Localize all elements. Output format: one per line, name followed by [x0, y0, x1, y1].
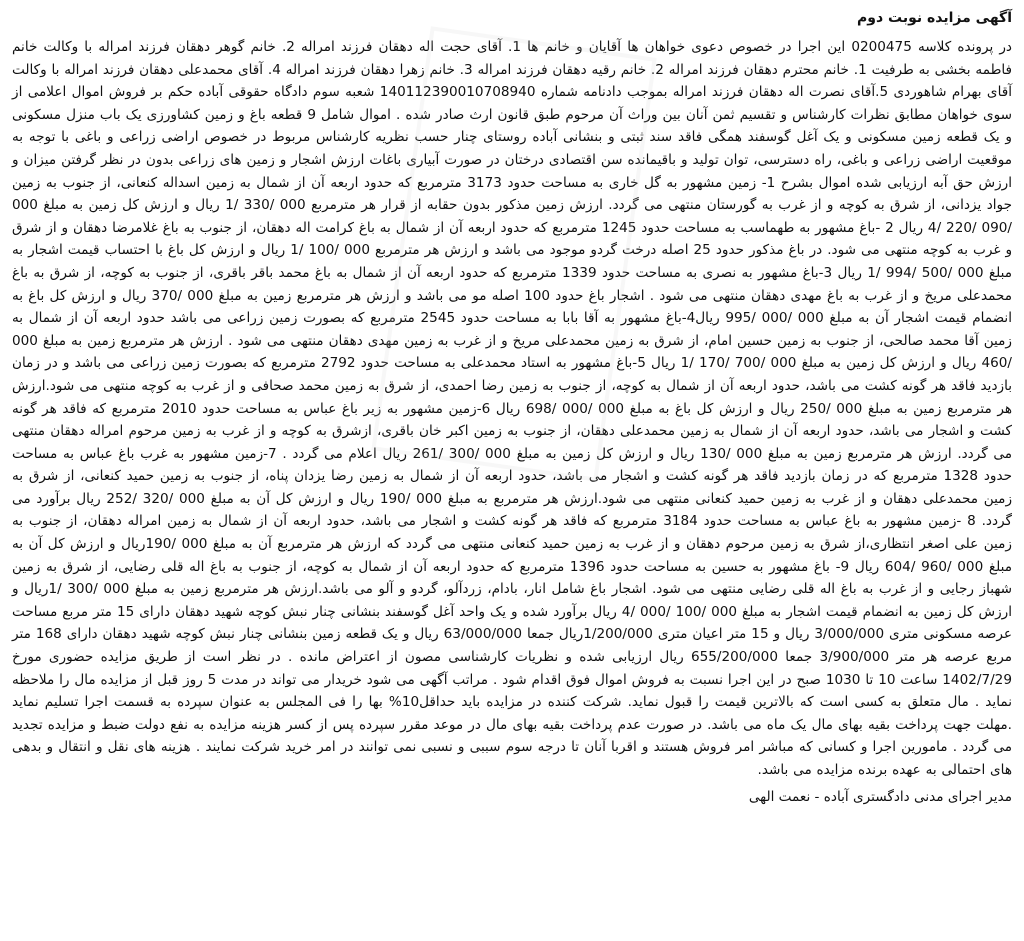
notice-signature: مدیر اجرای مدنی دادگستری آباده - نعمت الهی — [748, 788, 1012, 805]
notice-title: آگهی مزایده نوبت دوم — [856, 10, 1012, 26]
notice-body: در پرونده کلاسه 0200475 این اجرا در خصوص دعوی خواهان ها آقایان و خانم ها 1. آقای حجت اله دهقان فرزند امراله 2. خانم گوهر دهقان فرزند امراله با وکالت خانم فاطمه بخشی به طرفیت 1. خانم محترم دهقان فرزند امراله 2. خانم رقیه دهقان فرزند امراله 3. خانم زهرا دهقان فرزند امراله 4. آقای محمدعلی دهقان فرزند امراله با وکالت آقای بهرام شاهوردی 5.آقای نصرت اله دهقان فرزند امراله بموجب دادنامه شماره 140112390010708940 شعبه سوم دادگاه حقوقی آباده حکم بر فروش اموال اعلامی از سوی خواهان مطابق نظرات کارشناس و تقسیم ثمن آنان بین وراث آن مرحوم طبق قانون ارث صادر شده . اموال شامل 9 قطعه باغ و زمین کشاورزی یک باب منزل مسکونی و یک قطعه زمین مسکونی و یک آغل گوسفند همگی فاقد سند ثبتی و بنشانی آباده روستای چنار حسب نظریه کارشناس مربوط در خصوص اراضی زراعی و باغی با توجه به موقعیت اراضی زراعی و باغی، راه دسترسی، توان تولید و باقیمانده سن اقتصادی درختان در صورت آبیاری باغات ارزش اشجار و زمین های زراعی بدون در نظر گرفتن میزان و ارزش حق آبه ارزیابی شده اموال بشرح 1- زمین مشهور به گل خاری به مساحت حدود 3173 مترمربع که حدود اربعه آن از شمال به زمین اسداله کنعانی، از جنوب به زمین جواد یزدانی، از شرق به کوچه و از غرب به گورستان منتهی می گردد. ارزش زمین مذکور بدون حقابه از قرار هر مترمربع 000 /330 /1 ریال و ارزش کل زمین به مبلغ 000 /090 /220 /4 ریال 2 -باغ مشهور به طهماسب به مساحت حدود 1245 مترمربع که حدود اربعه آن از شمال به باغ کرامت اله دهقان، از جنوب به باغ غلامرضا دهقان و از شرق و غرب به کوچه منتهی می شود. در باغ مذکور حدود 25 اصله درخت گردو موجود می باشد و ارزش هر مترمربع 000 /100 /1 ریال و ارزش کل باغ با احتساب قیمت اشجار به مبلغ 000 /500 /994 /1 ریال 3-باغ مشهور به نصری به مساحت حدود 1339 مترمربع که حدود اربعه آن از شمال به باغ محمد باقر باقری، از جنوب به کوچه، از شرق به باغ محمدعلی مریخ و از غرب به باغ مهدی دهقان منتهی می شود . اشجار باغ حدود 100 اصله مو می باشد و ارزش هر مترمربع زمین به مبلغ 000 /370 ریال و ارزش کل باغ به انضمام قیمت اشجار آن به مبلغ 000 /000 /995 ریال4-باغ مشهور به آقا بابا به مساحت حدود 2545 مترمربع که بصورت زمین زراعی می باشد حدود اربعه آن از شمال به زمین آقا محمد صالحی، از جنوب به زمین حسین امام، از شرق به زمین محمدعلی مریخ و از غرب به زمین مهدی دهقان منتهی می شود . ارزش هر مترمربع زمین به مبلغ 000 /460 ریال و ارزش کل زمین به مبلغ 000 /700 /170 /1 ریال 5-باغ مشهور به استاد محمدعلی به مساحت حدود 2792 مترمربع که بصورت زمین زراعی می باشد و در زمان بازدید فاقد هر گونه کشت می باشد، حدود اربعه آن از شمال به کوچه، از جنوب به زمین رضا احمدی، از شرق به زمین محمد صحافی و از غرب به کوچه منتهی می شود.ارزش هر مترمربع زمین به مبلغ 000 /250 ریال و ارزش کل باغ به مبلغ 000 /000 /698 ریال 6-زمین مشهور به زیر باغ عباس به مساحت حدود 2010 مترمربع که فاقد هر گونه کشت و اشجار می باشد، حدود اربعه آن از شمال به زمین محمدعلی دهقان، از جنوب به زمین اکبر خان باقری، ازشرق به کوچه و از غرب به زمین مرحوم امراله دهقان منتهی می گردد. ارزش هر مترمربع زمین به مبلغ 000 /130 ریال و ارزش کل زمین به مبلغ 000 /300 /261 ریال اعلام می گردد . 7-زمین مشهور به غرب باغ عباس به مساحت حدود 1328 مترمربع که در زمان بازدید فاقد هر گونه کشت و اشجار می باشد، حدود اربعه آن از شمال به زمین رضا یزدان پناه، از جنوب به زمین حمید کنعانی، از شرق به زمین محمدعلی دهقان و از غرب به زمین حمید کنعانی منتهی می شود.ارزش هر مترمربع به مبلغ 000 /190 ریال و ارزش کل آن به مبلغ 000 /320 /252 ریال برآورد می گردد. 8 -زمین مشهور به باغ عباس به مساحت حدود 3184 مترمربع که فاقد هر گونه کشت و اشجار می باشد، حدود اربعه آن از شمال به زمین امراله دهقان، از جنوب به زمین علی اصغر انتظاری،از شرق به زمین مرحوم دهقان و از غرب به زمین حمید کنعانی منتهی می گردد که ارزش هر مترمربع آن به مبلغ 000 /190ریال و ارزش کل آن به مبلغ 000 /960 /604 ریال 9- باغ مشهور به حسین به مساحت حدود 1396 مترمربع که حدود اربعه آن از شمال به کوچه، از جنوب به باغ اله قلی رضایی، از شرق به زمین شهباز رجایی و از غرب به باغ اله قلی رضایی منتهی می شود. اشجار باغ شامل انار، بادام، زردآلو، گردو و آلو می باشد.ارزش هر مترمربع زمین به مبلغ 000 /300 /1ریال و ارزش کل زمین به انضمام قیمت اشجار به مبلغ 000 /100 /000 /4 ریال برآورد شده و یک واحد آغل گوسفند بنشانی چنار نبش کوچه شهید دهقان دارای 15 متر مربع مساحت عرصه مسکونی متری 3/000/000 ریال و 15 متر اعیان متری 1/200/000ریال جمعا 63/000/000 ریال و یک قطعه زمین بنشانی چنار نبش کوچه شهید دهقان دارای 168 متر مربع عرصه هر متر 3/900/000 جمعا 655/200/000 ریال ارزیابی شده و نظریات کارشناسی مصون از اعتراض مانده . در نظر است از طریق مزایده حضوری مورخ 1402/7/29 ساعت 10 تا 1030 صبح در این اجرا نسبت به فروش اموال فوق اقدام شود . مراتب آگهی می شود خریدار می تواند در مدت 5 روز قبل از مزایده مال را ملاحظه نماید . مال متعلق به کسی است که بالاترین قیمت را قبول نماید. شرکت کننده در مزایده باید حداقل10% بها را فی المجلس به عنوان سپرده به قسمت اجرا تسلیم نماید .مهلت جهت پرداخت بقیه بهای مال یک ماه می باشد. در صورت عدم پرداخت بقیه بهای مال در موعد مقرر سپرده پس از کسر هزینه مزایده به نفع دولت ضبط و مزایده تجدید می گردد . مامورین اجرا و کسانی که مباشر امر فروش هستند و اقربا آنان تا درجه سوم سببی و نسبی نمی توانند در امر خرید شرکت نمایند . هزینه های نقل و انتقال و بدهی های احتمالی به عهده برنده مزایده می باشد. — [12, 39, 1013, 778]
